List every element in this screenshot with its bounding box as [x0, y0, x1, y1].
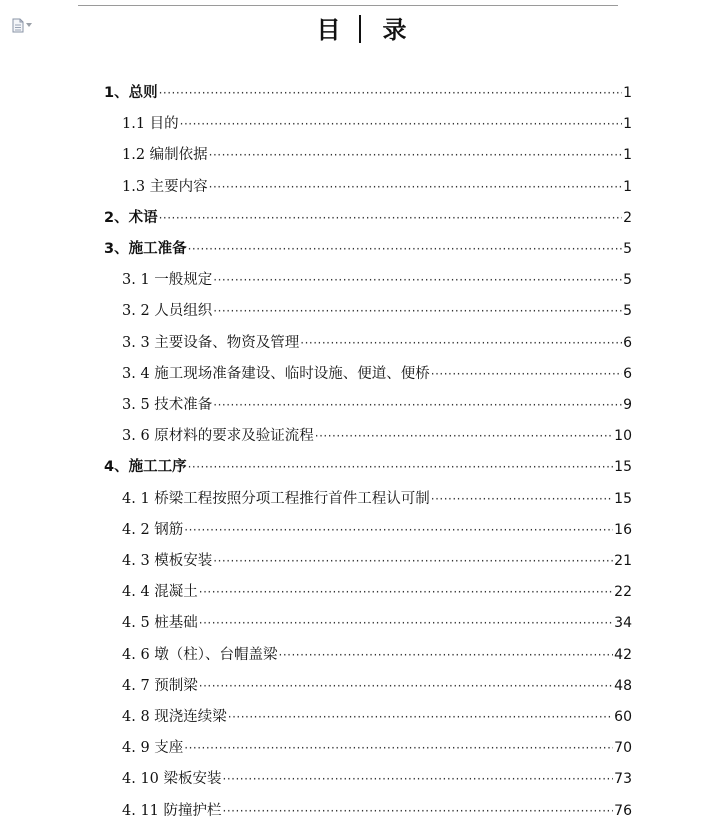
toc-dot-leader: [188, 458, 614, 476]
toc-dot-leader: [159, 84, 622, 102]
toc-dot-leader: [431, 490, 613, 508]
toc-entry-label: 1、总则: [104, 85, 158, 101]
toc-dot-leader: [228, 708, 613, 726]
toc-entry[interactable]: [104, 458, 632, 476]
toc-dot-leader: [431, 365, 622, 383]
toc-page-number: 9: [623, 397, 632, 413]
title-part-1: 目: [316, 16, 341, 44]
toc-entry[interactable]: [122, 427, 632, 445]
toc-dot-leader: [159, 209, 622, 227]
page-top-border: [78, 5, 618, 6]
page-title: [0, 10, 723, 42]
toc-entry-label: 4. 4 混凝土: [122, 584, 198, 600]
toc-dot-leader: [209, 178, 622, 196]
toc-entry[interactable]: [122, 708, 632, 726]
toc-entry-label: 4. 3 模板安装: [122, 553, 213, 569]
toc-page-number: 6: [623, 366, 632, 382]
toc-page-number: 15: [614, 491, 632, 507]
toc-page-number: 1: [623, 147, 632, 163]
toc-entry[interactable]: [122, 677, 632, 695]
toc-page-number: 1: [623, 85, 632, 101]
toc-entry-label: 3. 2 人员组织: [122, 303, 213, 319]
toc-entry[interactable]: [104, 209, 632, 227]
toc-page-number: 6: [623, 335, 632, 351]
toc-entry-label: 2、术语: [104, 210, 158, 226]
toc-entry[interactable]: [122, 334, 632, 352]
title-part-2: 录: [382, 16, 407, 44]
toc-dot-leader: [223, 770, 614, 788]
toc-entry[interactable]: [122, 178, 632, 196]
toc-page-number: 60: [614, 709, 632, 725]
toc-dot-leader: [213, 396, 622, 414]
toc-entry-label: 4. 2 钢筋: [122, 522, 184, 538]
toc-entry[interactable]: [122, 271, 632, 289]
toc-page-number: 1: [623, 179, 632, 195]
toc-entry[interactable]: [104, 240, 632, 258]
toc-entry[interactable]: [122, 302, 632, 320]
toc-page-number: 5: [623, 303, 632, 319]
toc-page-number: 70: [614, 740, 632, 756]
toc-page-number: 34: [614, 615, 632, 631]
toc-page-number: 15: [614, 459, 632, 475]
toc-entry-label: 3、施工准备: [104, 241, 187, 257]
toc-dot-leader: [223, 802, 614, 820]
toc-entry-label: 4. 11 防撞护栏: [122, 803, 222, 819]
toc-dot-leader: [184, 739, 613, 757]
toc-dot-leader: [180, 115, 622, 133]
toc-entry-label: 3. 5 技术准备: [122, 397, 213, 413]
toc-page-number: 76: [614, 803, 632, 819]
toc-dot-leader: [199, 677, 613, 695]
toc-dot-leader: [315, 427, 613, 445]
toc-entry[interactable]: [122, 490, 632, 508]
toc-dot-leader: [188, 240, 622, 258]
toc-entry-label: 4、施工工序: [104, 459, 187, 475]
toc-entry-label: 4. 1 桥梁工程按照分项工程推行首件工程认可制: [122, 491, 430, 507]
toc-entry[interactable]: [122, 802, 632, 820]
toc-dot-leader: [300, 334, 622, 352]
toc-page-number: 48: [614, 678, 632, 694]
toc-entry-label: 4. 7 预制梁: [122, 678, 198, 694]
toc-entry[interactable]: [104, 84, 632, 102]
toc-entry[interactable]: [122, 146, 632, 164]
toc-entry-label: 4. 9 支座: [122, 740, 184, 756]
toc-entry-label: 1.2 编制依据: [122, 147, 208, 163]
toc-page-number: 5: [623, 241, 632, 257]
toc-dot-leader: [209, 146, 622, 164]
toc-entry[interactable]: [122, 115, 632, 133]
toc-page-number: 22: [614, 584, 632, 600]
toc-page-number: 16: [614, 522, 632, 538]
toc-entry-label: 1.3 主要内容: [122, 179, 208, 195]
toc-entry-label: 1.1 目的: [122, 116, 179, 132]
toc-entry-label: 3. 3 主要设备、物资及管理: [122, 335, 300, 351]
toc-entry[interactable]: [122, 365, 632, 383]
toc-dot-leader: [199, 583, 613, 601]
toc-dot-leader: [279, 646, 614, 664]
toc-entry-label: 4. 8 现浇连续梁: [122, 709, 227, 725]
toc-page-number: 5: [623, 272, 632, 288]
toc-dot-leader: [213, 552, 613, 570]
text-cursor: [359, 15, 361, 43]
toc-dot-leader: [213, 302, 622, 320]
toc-page-number: 10: [614, 428, 632, 444]
toc-entry[interactable]: [122, 739, 632, 757]
toc-page-number: 2: [623, 210, 632, 226]
toc-entry[interactable]: [122, 521, 632, 539]
toc-entry-label: 4. 6 墩（柱）、台帽盖梁: [122, 647, 278, 663]
toc-entry[interactable]: [122, 552, 632, 570]
toc-dot-leader: [184, 521, 613, 539]
toc-entry[interactable]: [122, 396, 632, 414]
toc-page-number: 42: [614, 647, 632, 663]
toc-page-number: 73: [614, 771, 632, 787]
toc-dot-leader: [199, 614, 613, 632]
toc-entry[interactable]: [122, 614, 632, 632]
toc-entry[interactable]: [122, 646, 632, 664]
toc-page-number: 1: [623, 116, 632, 132]
toc-entry-label: 4. 10 梁板安装: [122, 771, 222, 787]
toc-entry-label: 3. 1 一般规定: [122, 272, 213, 288]
toc-dot-leader: [213, 271, 622, 289]
toc-page-number: 21: [614, 553, 632, 569]
toc-entry-label: 3. 6 原材料的要求及验证流程: [122, 428, 314, 444]
toc-entry[interactable]: [122, 770, 632, 788]
toc-entry-label: 3. 4 施工现场准备建设、临时设施、便道、便桥: [122, 366, 430, 382]
toc-entry[interactable]: [122, 583, 632, 601]
toc-entry-label: 4. 5 桩基础: [122, 615, 198, 631]
